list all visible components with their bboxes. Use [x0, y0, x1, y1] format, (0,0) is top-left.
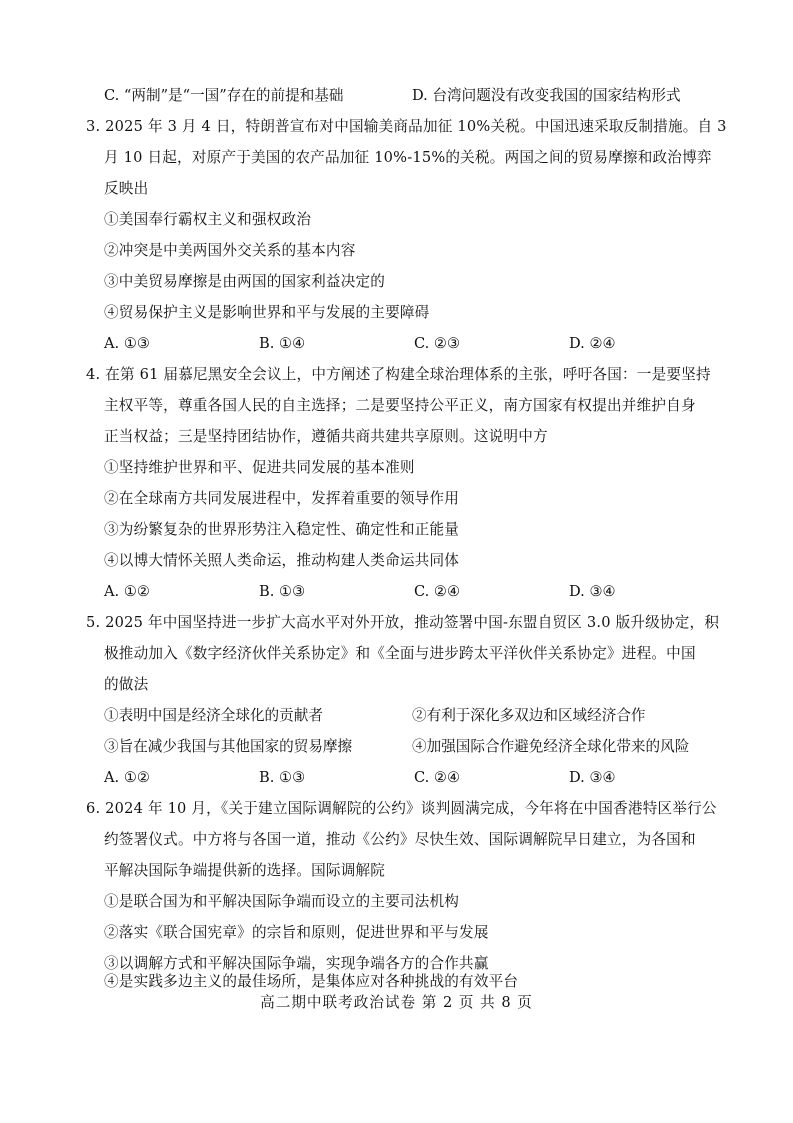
q4-choice-d: D. ③④ — [569, 583, 616, 600]
q6-stem-line-2: 约签署仪式。中方将与各国一道，推动《公约》尽快生效、国际调解院早日建立，为各国和 — [104, 831, 696, 848]
q6-statement-2: ②落实《联合国宪章》的宗旨和原则，促进世界和平与发展 — [104, 924, 489, 941]
q2-option-d: D. 台湾问题没有改变我国的国家结构形式 — [412, 87, 681, 104]
q5-statements-row-1 — [104, 706, 724, 726]
q3-statement-2: ②冲突是中美两国外交关系的基本内容 — [104, 242, 356, 259]
q5-statement-4: ④加强国际合作避免经济全球化带来的风险 — [412, 738, 690, 755]
q4-choice-b: B. ①③ — [259, 583, 306, 600]
q4-statement-2: ②在全球南方共同发展进程中，发挥着重要的领导作用 — [104, 490, 460, 507]
q5-statement-3: ③旨在减少我国与其他国家的贸易摩擦 — [104, 738, 353, 755]
q3-statement-4: ④贸易保护主义是影响世界和平与发展的主要障碍 — [104, 304, 430, 321]
q4-choice-a: A. ①② — [104, 583, 150, 600]
q4-choice-c: C. ②④ — [414, 583, 461, 600]
q5-statements-row-2 — [104, 737, 724, 757]
q4-stem-line-1: 4. 在第 61 届慕尼黑安全会议上，中方阐述了构建全球治理体系的主张，呼吁各国：一是要坚持 — [86, 366, 711, 383]
q4-stem-line-3: 正当权益；三是坚持团结协作，遵循共商共建共享原则。这说明中方 — [104, 428, 548, 445]
q4-stem-line-2: 主权平等，尊重各国人民的自主选择；二是要坚持公平正义，南方国家有权提出并维护自身 — [104, 397, 696, 414]
q2-options-row — [104, 86, 724, 106]
q5-choice-a: A. ①② — [104, 769, 150, 786]
q3-choice-c: C. ②③ — [414, 335, 461, 352]
q4-choices — [104, 582, 724, 602]
q6-stem-line-3: 平解决国际争端提供新的选择。国际调解院 — [104, 862, 386, 879]
q3-statement-3: ③中美贸易摩擦是由两国的国家利益决定的 — [104, 273, 386, 290]
q3-choice-b: B. ①④ — [259, 335, 306, 352]
q3-stem-line-1: 3. 2025 年 3 月 4 日，特朗普宣布对中国输美商品加征 10%关税。中国迅速采取反制措施。自 3 — [86, 118, 727, 135]
q6-stem-line-1: 6. 2024 年 10 月，《关于建立国际调解院的公约》谈判圆满完成，今年将在中国香港特区举行公 — [86, 800, 717, 817]
q3-choice-a: A. ①③ — [104, 335, 150, 352]
q3-stem-line-2: 月 10 日起，对原产于美国的农产品加征 10%-15%的关税。两国之间的贸易摩擦和政治博弈 — [104, 149, 712, 166]
q4-statement-4: ④以博大情怀关照人类命运，推动构建人类命运共同体 — [104, 552, 460, 569]
page-footer: 高二期中联考政治试卷 第 2 页 共 8 页 — [260, 994, 533, 1011]
q3-choice-d: D. ②④ — [569, 335, 616, 352]
q6-statement-4: ④是实践多边主义的最佳场所，是集体应对各种挑战的有效平台 — [104, 973, 519, 990]
q5-statement-1: ①表明中国是经济全球化的贡献者 — [104, 707, 323, 724]
q5-stem-line-2: 极推动加入《数字经济伙伴关系协定》和《全面与进步跨太平洋伙伴关系协定》进程。中国 — [104, 645, 696, 662]
q6-statement-3: ③以调解方式和平解决国际争端，实现争端各方的合作共赢 — [104, 955, 489, 972]
q2-option-c: C. “两制”是“一国”存在的前提和基础 — [104, 87, 344, 104]
q5-choices — [104, 768, 724, 788]
q5-choice-c: C. ②④ — [414, 769, 461, 786]
q5-choice-d: D. ③④ — [569, 769, 616, 786]
q5-statement-2: ②有利于深化多双边和区域经济合作 — [412, 707, 646, 724]
q5-stem-line-3: 的做法 — [104, 676, 149, 693]
q4-statement-3: ③为纷繁复杂的世界形势注入稳定性、确定性和正能量 — [104, 521, 460, 538]
q3-statement-1: ①美国奉行霸权主义和强权政治 — [104, 211, 312, 228]
q3-stem-line-3: 反映出 — [104, 180, 149, 197]
q6-statement-1: ①是联合国为和平解决国际争端而设立的主要司法机构 — [104, 893, 460, 910]
q3-choices — [104, 334, 724, 354]
q5-choice-b: B. ①③ — [259, 769, 306, 786]
q4-statement-1: ①坚持维护世界和平、促进共同发展的基本准则 — [104, 459, 415, 476]
q5-stem-line-1: 5. 2025 年中国坚持进一步扩大高水平对外开放，推动签署中国-东盟自贸区 3.0 版升级协定，积 — [86, 614, 720, 631]
